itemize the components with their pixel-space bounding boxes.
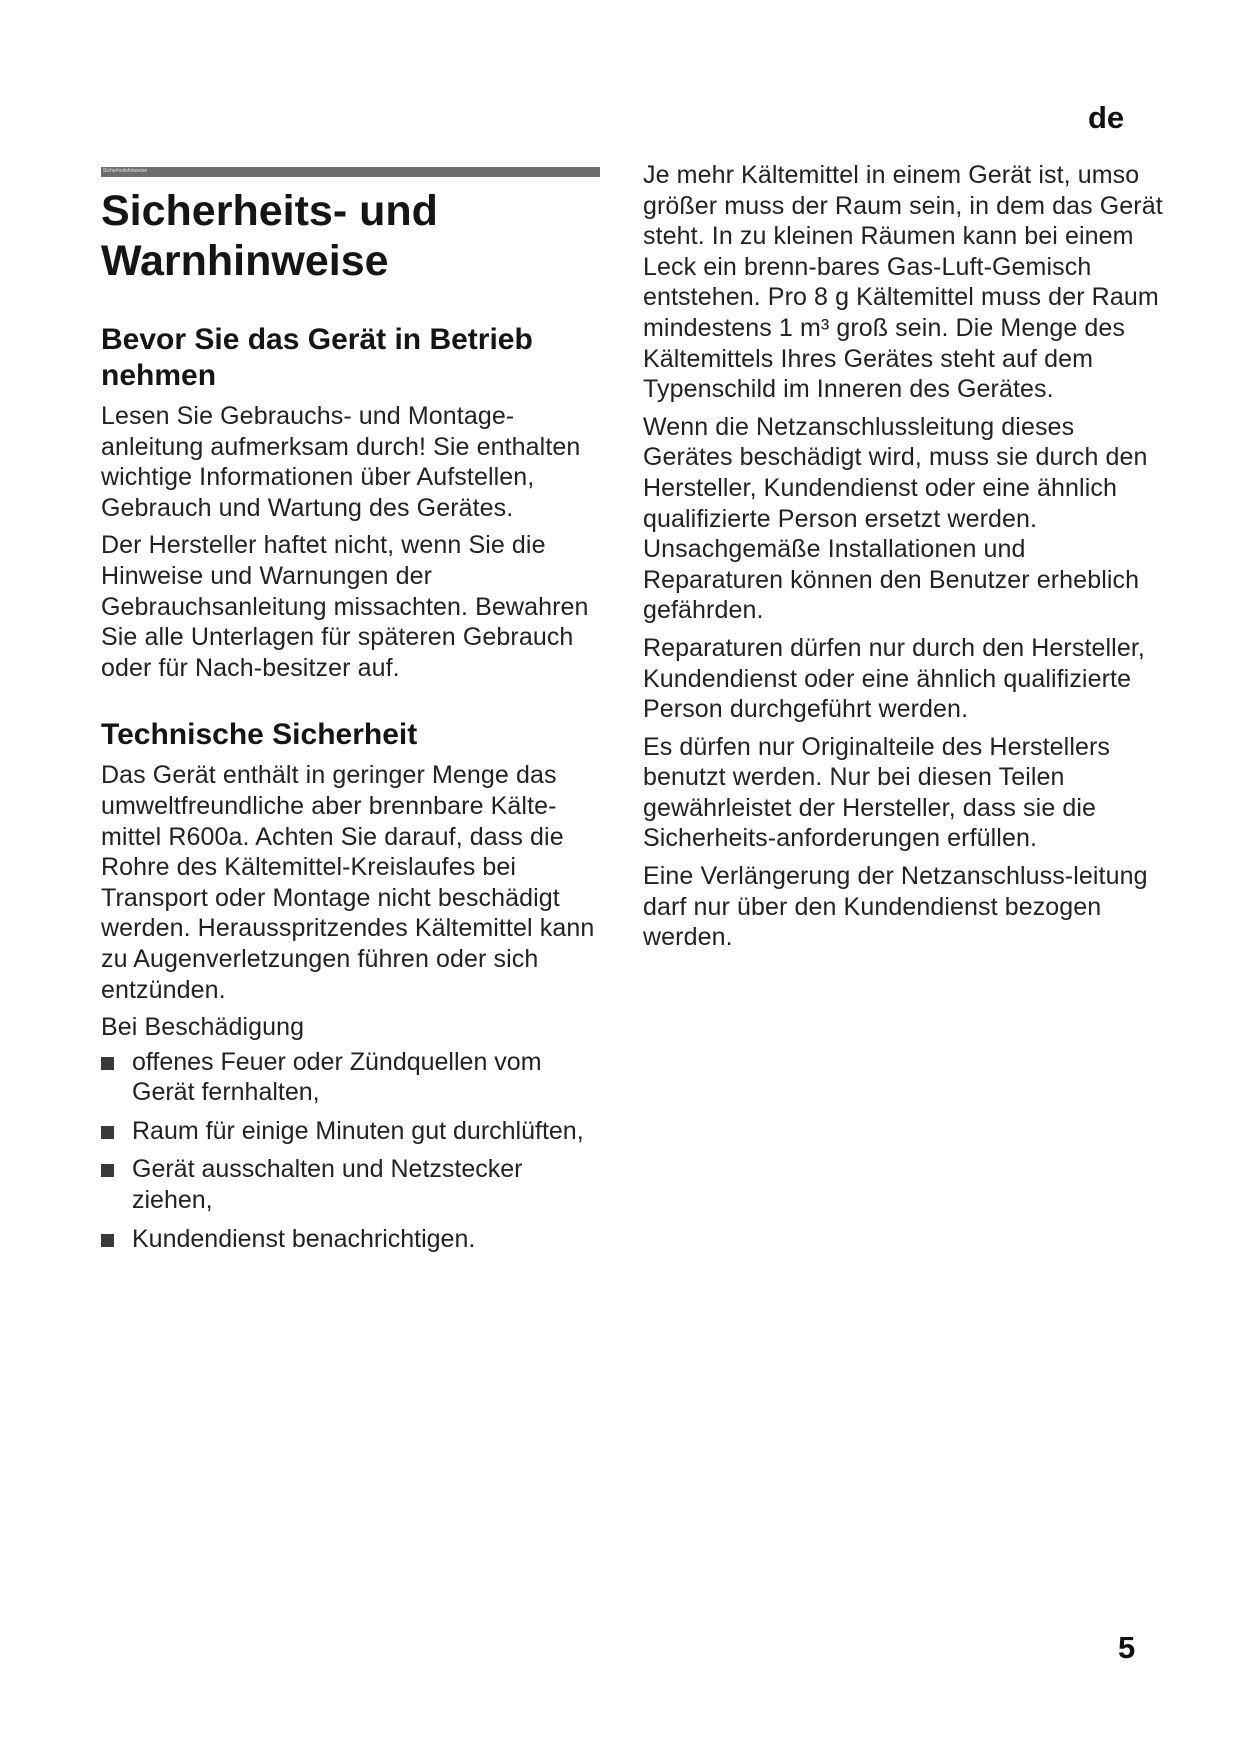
list-item bbox=[101, 1047, 601, 1108]
paragraph-extension-cable: Eine Verlängerung der Netzanschluss-leitung darf nur über den Kundendienst bezogen werden. bbox=[643, 862, 1148, 952]
square-bullet-icon bbox=[101, 1164, 114, 1177]
paragraph-repairs: Reparaturen dürfen nur durch den Hersteller, Kundendienst oder eine ähnlich qualifizierte Person durchgeführt werden. bbox=[643, 633, 1145, 724]
paragraph-refrigerant: Das Gerät enthält in geringer Menge das umweltfreundliche aber brennbare Kälte-mittel R600a. Achten Sie darauf, dass die Rohre des Kältemittel-Kreislaufes bei Transport oder Montage nicht beschädigt werden. Herausspritzendes Kältemittel kann zu Augenverletzungen führen oder sich entzünden. bbox=[101, 761, 595, 1004]
list-item bbox=[101, 1224, 601, 1255]
page-title-line1: Sicherheits- und bbox=[101, 187, 438, 235]
square-bullet-icon bbox=[101, 1234, 114, 1247]
list-item-text: offenes Feuer oder Zündquellen vom Gerät fernhalten, bbox=[132, 1047, 542, 1107]
list-item-text: Gerät ausschalten und Netzstecker ziehen, bbox=[132, 1155, 523, 1215]
section-header-bar bbox=[101, 167, 600, 177]
paragraph-power-cable: Wenn die Netzanschlussleitung dieses Gerätes beschädigt wird, muss sie durch den Hersteller, Kundendienst oder eine ähnlich qualifizierte Person ersetzt werden. Unsachgemäße Installationen und Reparaturen können den Benutzer erheblich gefährden. bbox=[643, 412, 1148, 625]
left-column bbox=[101, 186, 601, 1262]
list-item bbox=[101, 1154, 601, 1215]
paragraph-liability: Der Hersteller haftet nicht, wenn Sie die Hinweise und Warnungen der Gebrauchsanleitung missachten. Bewahren Sie alle Unterlagen für späteren Gebrauch oder für Nach-besitzer auf. bbox=[101, 531, 589, 682]
list-item-text: Raum für einige Minuten gut durchlüften, bbox=[132, 1116, 584, 1145]
page-title-line2: Warnhinweise bbox=[101, 237, 389, 285]
paragraph-on-damage: Bei Beschädigung bbox=[101, 1013, 305, 1042]
section-heading-technical-safety: Technische Sicherheit bbox=[101, 718, 418, 752]
section-header-bar-label: Sicherheitshinweise bbox=[103, 168, 148, 174]
paragraph-room-size: Je mehr Kältemittel in einem Gerät ist, umso größer muss der Raum sein, in dem das Gerät steht. In zu kleinen Räumen kann bei einem Leck ein brenn-bares Gas-Luft-Gemisch entstehen. Pro 8 g Kältemittel muss der Raum mindestens 1 m³ groß sein. Die Menge des Kältemittels Ihres Gerätes steht auf dem Typenschild im Inneren des Gerätes. bbox=[643, 161, 1163, 404]
page-title bbox=[101, 186, 601, 286]
square-bullet-icon bbox=[101, 1057, 114, 1070]
language-code: de bbox=[1088, 100, 1125, 135]
paragraph-read-manual: Lesen Sie Gebrauchs- und Montage-anleitung aufmerksam durch! Sie enthalten wichtige Informationen über Aufstellen, Gebrauch und Wartung des Gerätes. bbox=[101, 402, 581, 522]
section-heading-before-use: Bevor Sie das Gerät in Betrieb nehmen bbox=[101, 323, 533, 392]
right-column bbox=[643, 160, 1163, 953]
square-bullet-icon bbox=[101, 1126, 114, 1139]
paragraph-original-parts: Es dürfen nur Originalteile des Herstellers benutzt werden. Nur bei diesen Teilen gewährleistet der Hersteller, dass sie die Sicherheits-anforderungen erfüllen. bbox=[643, 732, 1111, 853]
list-item bbox=[101, 1116, 601, 1147]
damage-instructions-list bbox=[101, 1047, 601, 1255]
page-number: 5 bbox=[1118, 1630, 1136, 1665]
list-item-text: Kundendienst benachrichtigen. bbox=[132, 1224, 476, 1253]
